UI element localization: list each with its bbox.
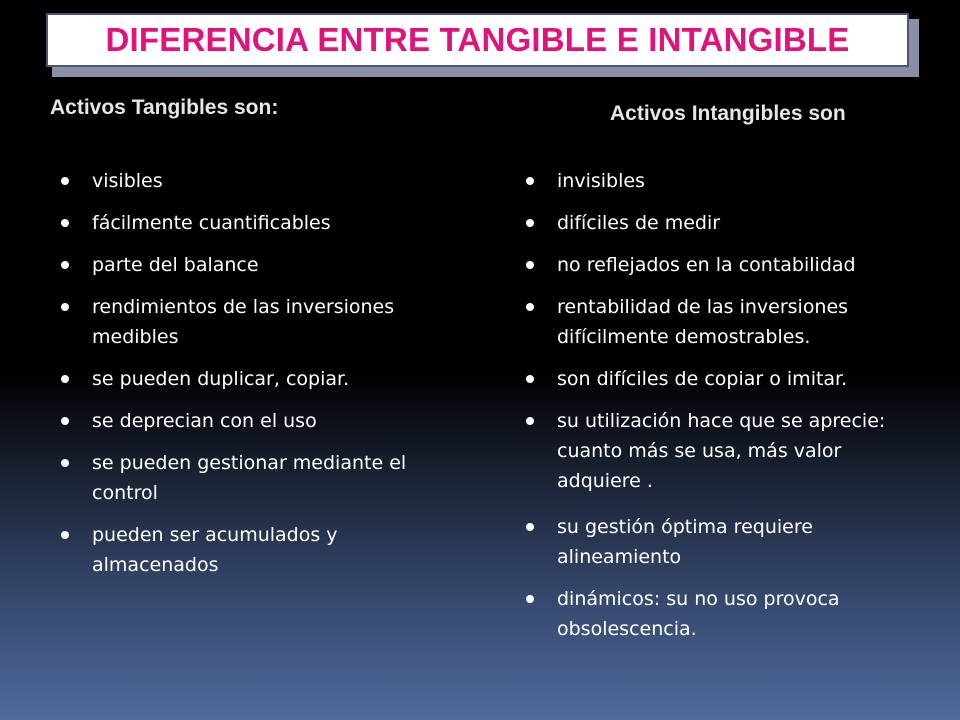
intangibles-list [523, 166, 923, 644]
list-item [523, 208, 923, 238]
list-item-text: no reflejados en la contabilidad [557, 254, 856, 276]
slide-title: DIFERENCIA ENTRE TANGIBLE E INTANGIBLE [105, 21, 850, 58]
list-item-text: su utilización hace que se aprecie: cuanto más se usa, más valor adquiere . [557, 410, 886, 492]
tangibles-list [58, 166, 438, 580]
list-item-text: fácilmente cuantificables [92, 212, 331, 234]
bullet-icon [526, 375, 534, 383]
list-item-text: invisibles [557, 170, 645, 192]
bullet-icon [526, 523, 534, 531]
list-item [523, 250, 923, 280]
title-box [46, 13, 909, 67]
list-item-text: rendimientos de las inversiones medibles [92, 296, 395, 348]
bullet-icon [526, 595, 534, 603]
list-item [523, 512, 923, 572]
list-item [58, 208, 438, 238]
list-item [523, 406, 923, 496]
bullet-icon [526, 177, 534, 185]
list-item [523, 584, 923, 644]
bullet-icon [61, 303, 69, 311]
list-item-text: se deprecian con el uso [92, 410, 317, 432]
list-item-text: difíciles de medir [557, 212, 721, 234]
list-item-text: dinámicos: su no uso provoca obsolescencia. [557, 588, 840, 640]
bullet-icon [526, 303, 534, 311]
bullet-icon [526, 261, 534, 269]
bullet-icon [61, 177, 69, 185]
list-item [58, 292, 438, 352]
bullet-icon [61, 531, 69, 539]
bullet-icon [61, 375, 69, 383]
list-item [523, 166, 923, 196]
bullet-icon [61, 261, 69, 269]
bullet-icon [526, 417, 534, 425]
intangibles-heading: Activos Intangibles son [610, 102, 846, 125]
list-item [58, 520, 438, 580]
list-item [523, 292, 923, 352]
bullet-icon [526, 219, 534, 227]
list-item-text: se pueden gestionar mediante el control [92, 452, 407, 504]
list-item-text: su gestión óptima requiere alineamiento [557, 516, 813, 568]
bullet-icon [61, 219, 69, 227]
list-item-text: pueden ser acumulados y almacenados [92, 524, 338, 576]
bullet-icon [61, 459, 69, 467]
list-item-text: parte del balance [92, 254, 259, 276]
list-item [523, 364, 923, 394]
list-item [58, 448, 438, 508]
list-item [58, 406, 438, 436]
list-item-text: se pueden duplicar, copiar. [92, 368, 350, 390]
bullet-icon [61, 417, 69, 425]
list-item [58, 364, 438, 394]
tangibles-heading: Activos Tangibles son: [50, 96, 279, 119]
list-item-text: rentabilidad de las inversiones difícilmente demostrables. [557, 296, 849, 348]
list-item [58, 250, 438, 280]
list-item-text: visibles [92, 170, 163, 192]
list-item [58, 166, 438, 196]
list-item-text: son difíciles de copiar o imitar. [557, 368, 848, 390]
